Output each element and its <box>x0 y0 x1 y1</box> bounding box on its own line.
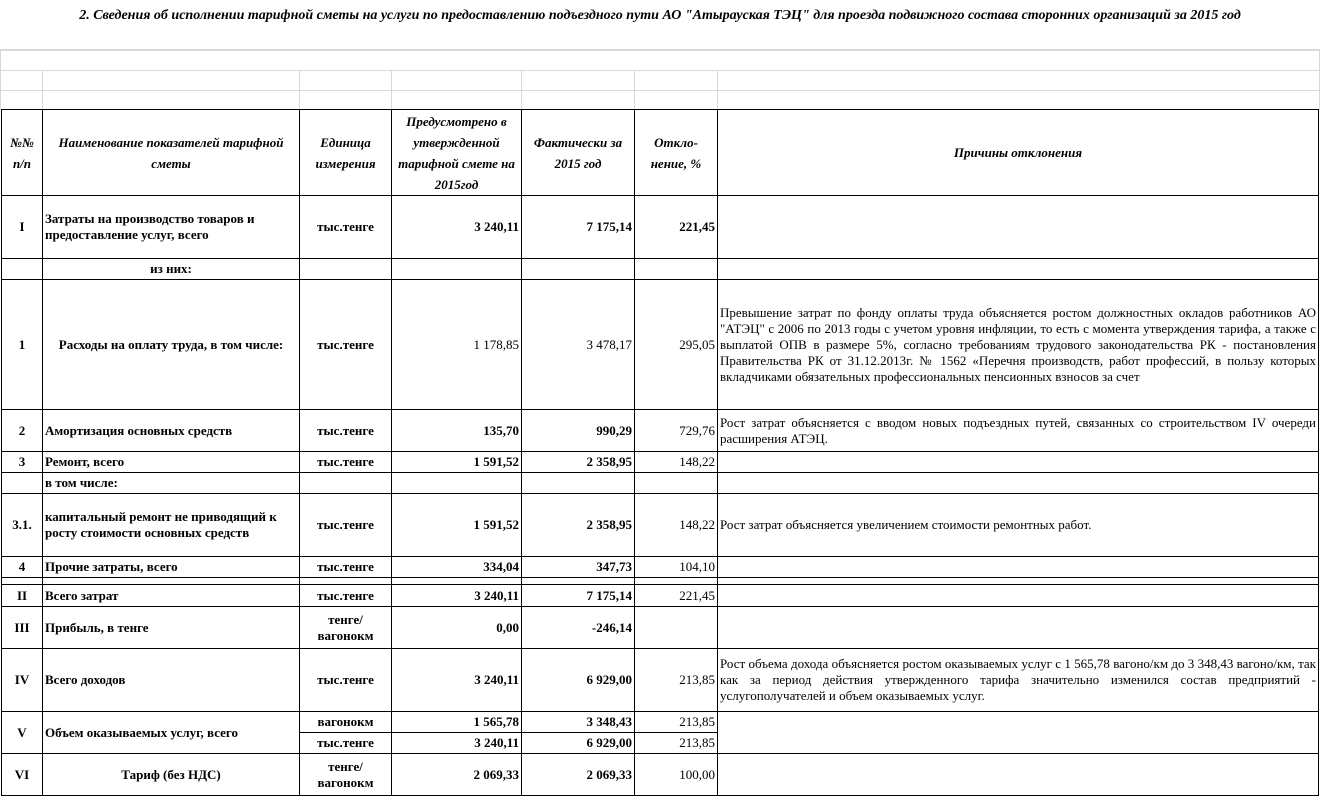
table-row: III Прибыль, в тенге тенге/ вагонокм 0,00 -246,14 <box>2 607 1319 649</box>
table-row: в том числе: <box>2 473 1319 494</box>
table-row: VI Тариф (без НДС) тенге/ вагонокм 2 069,33 2 069,33 100,00 <box>2 754 1319 796</box>
table-row: 3.1. капитальный ремонт не приводящий к росту стоимости основных средств тыс.тенге 1 591,52 2 358,95 148,22 Рост затрат объясняется увеличением стоимости ремонтных работ. <box>2 494 1319 557</box>
table-row: из них: <box>2 259 1319 280</box>
table-row: тыс.тенге 3 240,11 6 929,00 213,85 <box>2 733 1319 754</box>
header-deviation: Откло-нение, % <box>635 110 718 196</box>
reason-text: Превышение затрат по фонду оплаты труда объясняется ростом должностных окладов работников АО "АТЭЦ" с 2006 по 2013 годы с учетом уровня инфляции, то есть с момента утверждения тарифа, а также с выплатой ОПВ в размере 5%, согласно требованиям трудового законодательства РК - постановления Правительства РК от 31.12.2013г. № 1562 «Перечня производств, работ профессий, в пользу которых вкладчиками обязательных профессиональных пенсионных взносов за счет <box>720 304 1316 384</box>
document-title-area <box>0 0 1320 50</box>
table-row: II Всего затрат тыс.тенге 3 240,11 7 175,14 221,45 <box>2 585 1319 607</box>
table-row: I Затраты на производство товаров и предоставление услуг, всего тыс.тенге 3 240,11 7 175,14 221,45 <box>2 196 1319 259</box>
header-unit: Единица измерения <box>300 110 392 196</box>
header-reasons: Причины отклонения <box>718 110 1319 196</box>
table-row: 4 Прочие затраты, всего тыс.тенге 334,04 347,73 104,10 <box>2 557 1319 578</box>
table-row: IV Всего доходов тыс.тенге 3 240,11 6 929,00 213,85 Рост объема дохода объясняется ростом оказываемых услуг с 1 565,78 вагоно/км до 3 348,43 вагоно/км, так как за период действия утвержденного тарифа значительно изменился состав предприятий - услугополучателей и объем оказываемых услуг. <box>2 649 1319 712</box>
header-num: №№ п/п <box>2 110 43 196</box>
header-row <box>2 110 1319 196</box>
tariff-table <box>1 109 1319 796</box>
document-title: 2. Сведения об исполнении тарифной сметы на услуги по предоставлению подъездного пути АО "Атырауская ТЭЦ" для проезда подвижного состава сторонних организаций за 2015 год <box>79 8 1241 23</box>
table-row: 2 Амортизация основных средств тыс.тенге 135,70 990,29 729,76 Рост затрат объясняется с вводом новых подъездных путей, связанных со строительством IV очереди расширения АТЭЦ. <box>2 410 1319 452</box>
table-row: V Объем оказываемых услуг, всего вагонокм 1 565,78 3 348,43 213,85 <box>2 712 1319 733</box>
table-row: 1 Расходы на оплату труда, в том числе: тыс.тенге 1 178,85 3 478,17 295,05 Превышение затрат по фонду оплаты труда объясняется ростом должностных окладов работников АО "АТЭЦ" с 2006 по 2013 годы с учетом уровня инфляции, то есть с момента утверждения тарифа, а также с выплатой ОПВ в размере 5%, согласно требованиям трудового законодательства РК - постановления Правительства РК от 31.12.2013г. № 1562 «Перечня производств, работ профессий, в пользу которых вкладчиками обязательных профессиональных пенсионных взносов за счет <box>2 280 1319 410</box>
table-row: 3 Ремонт, всего тыс.тенге 1 591,52 2 358,95 148,22 <box>2 452 1319 473</box>
header-planned: Предусмотрено в утвержденной тарифной смете на 2015год <box>392 110 522 196</box>
spacer-rows <box>0 50 1320 109</box>
header-name: Наименование показателей тарифной сметы <box>43 110 300 196</box>
spacer-row <box>2 578 1319 585</box>
header-actual: Фактически за 2015 год <box>522 110 635 196</box>
